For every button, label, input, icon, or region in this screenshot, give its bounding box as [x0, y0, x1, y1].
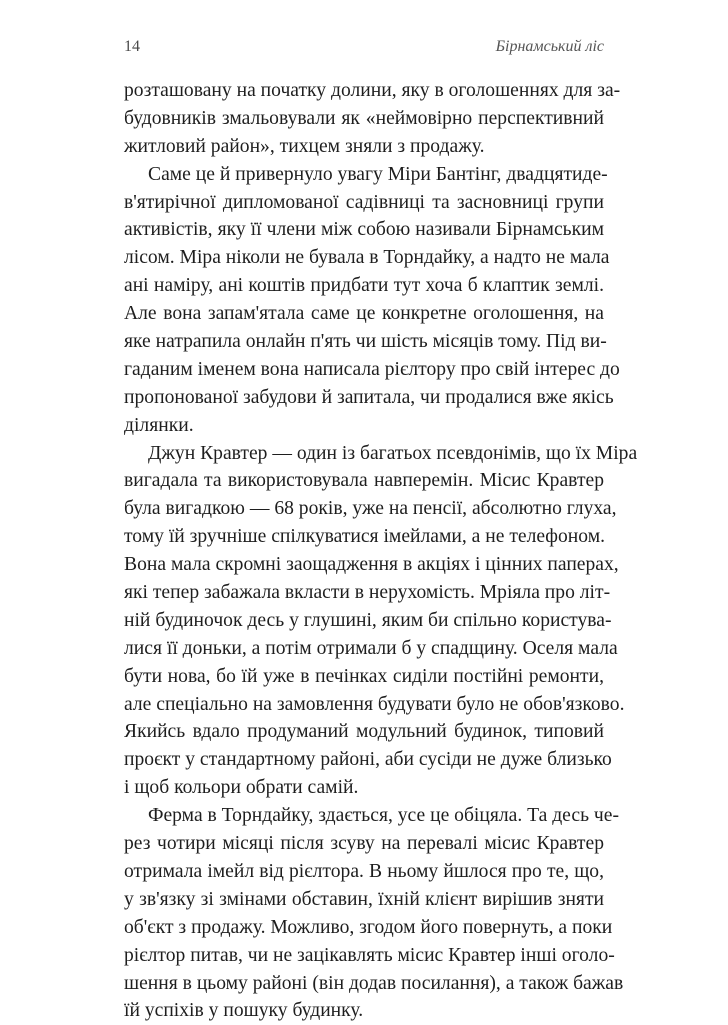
text-line: пропонованої забудови й запитала, чи продалися вже якісь: [124, 386, 614, 408]
text-line: бути нова, бо їй уже в печінках сиділи постійні ремонти,: [124, 665, 604, 687]
text-line: лися її доньки, а потім отримали б у спадщину. Оселя мала: [124, 637, 618, 659]
text-line: ній будиночок десь у глушині, яким би спільно користува-: [124, 609, 612, 631]
text-line: яке натрапила онлайн п'ять чи шість місяців тому. Під ви-: [124, 331, 607, 353]
text-line: в'ятирічної дипломованої садівниці та засновниці групи: [124, 191, 604, 213]
text-line: але спеціально на замовлення будувати було не обов'язково.: [124, 693, 625, 715]
text-line: Вона мала скромні заощадження в акціях і цінних паперах,: [124, 554, 619, 576]
text-line: рез чотири місяці після зсуву на перевалі місис Кравтер: [124, 833, 604, 855]
text-line: житловий район», тихцем зняли з продажу.: [124, 135, 485, 157]
running-title: Бірнамський ліс: [495, 38, 604, 55]
text-line: активістів, яку її члени між собою називали Бірнамським: [124, 219, 604, 241]
text-line: гаданим іменем вона написала рієлтору про свій інтерес до: [124, 358, 620, 380]
text-line: Але вона запам'ятала саме це конкретне оголошення, на: [124, 303, 604, 325]
text-line: була вигадкою — 68 років, уже на пенсії, абсолютно глуха,: [124, 498, 617, 520]
paragraph: [124, 440, 638, 803]
text-line: Якийсь вдало продуманий модульний будинок, типовий: [124, 721, 604, 743]
text-line: отримала імейл від рієлтора. В ньому йшлося про те, що,: [124, 860, 604, 882]
text-line: ані наміру, ані коштів придбати тут хоча б клаптик землі.: [124, 275, 604, 297]
text-line: об'єкт з продажу. Можливо, згодом його повернуть, а поки: [124, 916, 613, 938]
page-header: [124, 38, 604, 60]
text-line: розташовану на початку долини, яку в оголошеннях для за-: [124, 80, 621, 101]
text-line: будовників змальовували як «неймовірно перспективний: [124, 107, 604, 129]
text-line: їй успіхів у пошуку будинку.: [124, 1000, 364, 1022]
text-line: ділянки.: [124, 414, 194, 436]
paragraph: [124, 802, 624, 1025]
paragraph: [124, 161, 620, 440]
text-line: Ферма в Торндайку, здається, усе це обіцяла. Та десь че-: [148, 805, 619, 827]
text-line: проєкт у стандартному районі, аби сусіди не дуже близько: [124, 749, 612, 771]
text-line: шення в цьому районі (він додав посилання), а також бажав: [124, 972, 624, 994]
paragraph: [124, 77, 621, 161]
text-line: лісом. Міра ніколи не бувала в Торндайку, а надто не мала: [124, 247, 610, 269]
page-number: 14: [124, 38, 140, 55]
text-line: у зв'язку зі змінами обставин, їхній клієнт вирішив зняти: [124, 888, 604, 910]
text-line: тому їй зручніше спілкуватися імейлами, а не телефоном.: [124, 526, 606, 548]
text-line: і щоб кольори обрати самій.: [124, 777, 359, 799]
body-text: [124, 77, 638, 1025]
text-line: Саме це й привернуло увагу Міри Бантінг, двадцятиде-: [148, 163, 608, 185]
text-line: вигадала та використовувала навперемін. Місис Кравтер: [124, 470, 604, 492]
text-line: які тепер забажала вкласти в нерухомість. Мріяла про літ-: [124, 582, 611, 604]
text-line: Джун Кравтер — один із багатьох псевдонімів, що їх Міра: [148, 442, 638, 464]
text-line: рієлтор питав, чи не зацікавлять місис Кравтер інші оголо-: [124, 944, 615, 966]
